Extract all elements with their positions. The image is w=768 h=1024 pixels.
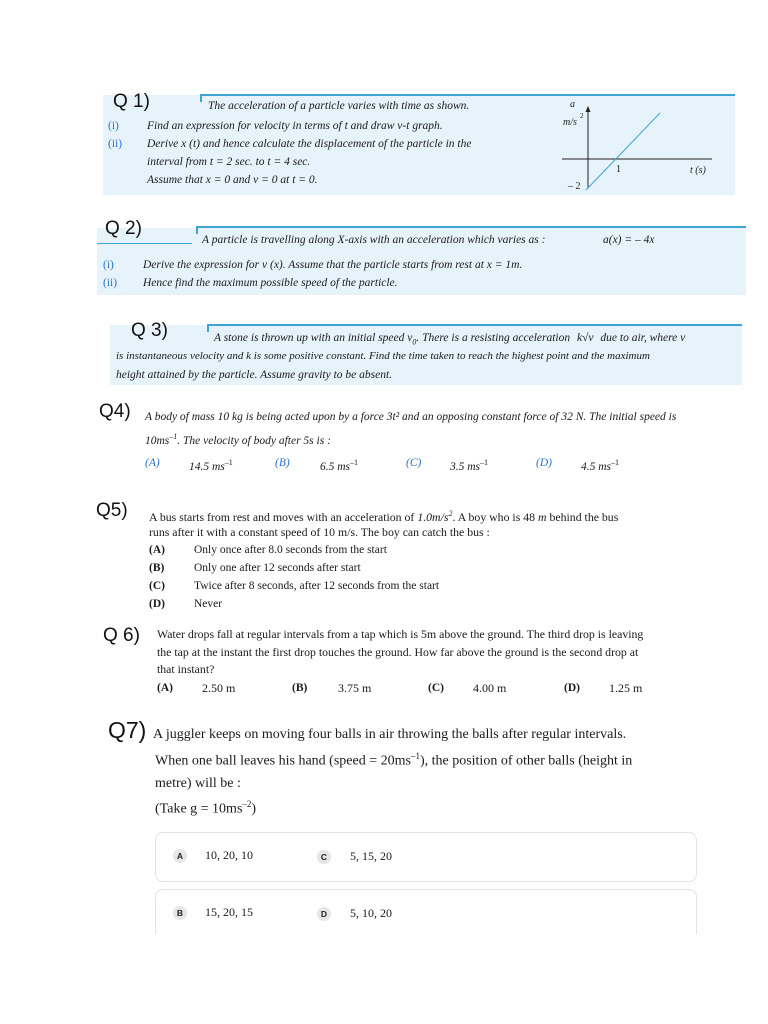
- q5-line1-middle: . A boy who is 48: [452, 509, 536, 524]
- q5-acceleration-exp: 2: [448, 509, 453, 518]
- q4-option-c-exp: –1: [480, 458, 489, 467]
- q6-option-b-key: (B): [292, 682, 308, 694]
- q4-initial-speed: 10ms: [145, 434, 170, 447]
- q1-part-i-number: (i): [108, 120, 119, 132]
- q4-option-d-key: (D): [536, 457, 552, 469]
- q5-acceleration-value: [417, 510, 452, 524]
- q7-line1: A juggler keeps on moving four balls in air throwing the balls after regular intervals.: [153, 727, 627, 742]
- q5-option-c-text: Twice after 8 seconds, after 12 seconds from the start: [194, 580, 440, 592]
- q6-line3: that instant?: [157, 662, 215, 676]
- q5-option-d-key: (D): [149, 598, 165, 610]
- q2-rule-tick: [196, 226, 198, 234]
- q1-rule-tick: [200, 94, 202, 102]
- q7-line2: [155, 751, 632, 770]
- graph-y-label: a: [570, 99, 575, 110]
- q5-label: Q5): [96, 500, 128, 521]
- q2-part-i-text: Derive the expression for v (x). Assume that the particle starts from rest at x = 1m.: [143, 259, 523, 271]
- q7-option-a-badge: A: [173, 849, 187, 863]
- q4-option-d-exp: –1: [611, 458, 620, 467]
- q7-option-b-badge: B: [173, 906, 187, 920]
- q1-assumption: Assume that x = 0 and v = 0 at t = 0.: [147, 174, 318, 186]
- q5-line1-start: A bus starts from rest and moves with an acceleration of: [149, 509, 415, 524]
- q5-line1-end: behind the bus: [549, 509, 619, 524]
- q3-line2: is instantaneous velocity and k is some positive constant. Find the time taken to reach the highest point and the maximum: [116, 350, 650, 362]
- q7-line4: [155, 799, 256, 818]
- q1-part-i-text: Find an expression for velocity in terms of t and draw v-t graph.: [147, 120, 443, 132]
- q7-option-c[interactable]: [314, 846, 434, 866]
- q6-option-d-key: (D): [564, 682, 580, 694]
- q6-option-c-key: (C): [428, 682, 444, 694]
- q7-option-a[interactable]: [170, 846, 290, 866]
- graph-y-arrow: [586, 106, 591, 112]
- q4-line2-rest: . The velocity of body after 5s is :: [177, 434, 331, 447]
- graph-x-tick-label: 1: [616, 164, 621, 175]
- graph-y-unit: m/s: [563, 117, 577, 128]
- q4-option-b-exp: –1: [350, 458, 359, 467]
- q4-option-c-key: (C): [406, 457, 422, 469]
- q4-option-b-key: (B): [275, 457, 290, 469]
- q3-line1-start: A stone is thrown up with an initial speed v: [214, 332, 413, 344]
- q4-option-a-value: [189, 454, 233, 476]
- q1-part-ii-number: (ii): [108, 138, 123, 150]
- q3-line1-middle: . There is a resisting acceleration: [416, 332, 571, 344]
- q4-line2: [145, 428, 331, 450]
- q7-speed-exponent: –1: [410, 751, 420, 761]
- q7-option-d-badge: D: [317, 907, 331, 921]
- q4-initial-speed-exponent: –1: [169, 432, 178, 441]
- q6-option-a-text: 2.50 m: [202, 681, 236, 695]
- q7-option-a-text: 10, 20, 10: [205, 848, 253, 862]
- q3-line1-end: due to air, where v: [600, 332, 686, 344]
- q6-option-a-key: (A): [157, 682, 173, 694]
- q4-option-c-text: 3.5 ms: [450, 460, 481, 473]
- q7-option-c-text: 5, 15, 20: [350, 849, 392, 863]
- graph-acceleration-line: [586, 113, 660, 190]
- q4-option-a-text: 14.5 ms: [189, 460, 225, 473]
- q6-option-c-text: 4.00 m: [473, 681, 507, 695]
- q7-line2-start: When one ball leaves his hand (speed = 20ms: [155, 753, 411, 769]
- q4-option-c-value: [450, 454, 488, 476]
- q4-label: Q4): [99, 401, 131, 422]
- q2-top-rule: [196, 226, 746, 228]
- q7-option-b-text: 15, 20, 15: [205, 905, 253, 919]
- q2-label: Q 2): [105, 218, 142, 239]
- q3-v0-subscript: 0: [412, 337, 417, 347]
- graph-x-label: t (s): [690, 165, 706, 176]
- q7-line4-end: ): [251, 801, 257, 817]
- q1-part-ii-line2: interval from t = 2 sec. to t = 4 sec.: [147, 156, 311, 168]
- q3-line3: height attained by the particle. Assume gravity to be absent.: [116, 369, 393, 381]
- q4-option-d-value: [581, 454, 619, 476]
- graph-y-tick-label: – 2: [568, 181, 581, 192]
- q6-label: Q 6): [103, 625, 140, 646]
- q4-option-a-exp: –1: [224, 458, 233, 467]
- q7-line4-start: (Take g = 10ms: [155, 801, 243, 817]
- q7-option-d-text: 5, 10, 20: [350, 906, 392, 920]
- q4-option-a-key: (A): [145, 457, 160, 469]
- q7-option-d[interactable]: [314, 903, 434, 923]
- q7-line2-end: ), the position of other balls (height in: [419, 753, 633, 769]
- q6-line2: the tap at the instant the first drop touches the ground. How far above the ground is the second drop at: [157, 645, 639, 659]
- q3-k-root-v: k√v: [577, 332, 594, 344]
- q5-option-d-text: Never: [194, 598, 223, 610]
- q4-option-d-text: 4.5 ms: [581, 460, 612, 473]
- q5-option-c-key: (C): [149, 580, 165, 592]
- q5-option-b-key: (B): [149, 562, 165, 574]
- q3-label: Q 3): [131, 320, 168, 341]
- q1-part-ii-line1: Derive x (t) and hence calculate the displacement of the particle in the: [147, 138, 472, 150]
- q1-intro: The acceleration of a particle varies with time as shown.: [208, 100, 470, 112]
- q3-top-rule: [207, 324, 742, 326]
- q2-part-ii-text: Hence find the maximum possible speed of the particle.: [143, 277, 398, 289]
- q6-option-b-text: 3.75 m: [338, 681, 372, 695]
- q5-acceleration-text: 1.0m/s: [417, 509, 449, 524]
- q4-option-b-text: 6.5 ms: [320, 460, 351, 473]
- q5-line2: runs after it with a constant speed of 10 m/s. The boy can catch the bus :: [149, 525, 490, 539]
- q7-label: Q7): [108, 717, 147, 743]
- q7-option-c-badge: C: [317, 850, 331, 864]
- q2-part-ii-number: (ii): [103, 277, 118, 289]
- q3-rule-tick: [207, 324, 209, 332]
- q5-option-a-key: (A): [149, 544, 165, 556]
- q5-metre-unit: m: [538, 509, 547, 524]
- q1-acceleration-graph: [560, 98, 730, 193]
- q2-part-i-number: (i): [103, 259, 114, 271]
- q2-intro: A particle is travelling along X-axis with an acceleration which varies as :: [202, 234, 546, 246]
- q5-option-a-text: Only once after 8.0 seconds from the start: [194, 544, 387, 556]
- q5-option-b-text: Only one after 12 seconds after start: [194, 562, 361, 574]
- q6-option-d-text: 1.25 m: [609, 681, 643, 695]
- q2-formula: a(x) = – 4x: [603, 234, 655, 246]
- q7-line3: metre) will be :: [155, 776, 241, 791]
- q6-line1: Water drops fall at regular intervals from a tap which is 5m above the ground. The third drop is leaving: [157, 627, 644, 641]
- q1-label: Q 1): [113, 91, 150, 112]
- q2-label-underline: [97, 243, 192, 244]
- q7-gravity-exponent: –2: [242, 799, 252, 809]
- q7-option-b[interactable]: [170, 903, 290, 923]
- graph-y-unit-exponent: 2: [580, 112, 584, 120]
- q4-line1: A body of mass 10 kg is being acted upon by a force 3t² and an opposing constant force of 32 N. The initial speed is: [145, 411, 677, 423]
- q1-top-rule: [200, 94, 735, 96]
- q4-option-b-value: [320, 454, 358, 476]
